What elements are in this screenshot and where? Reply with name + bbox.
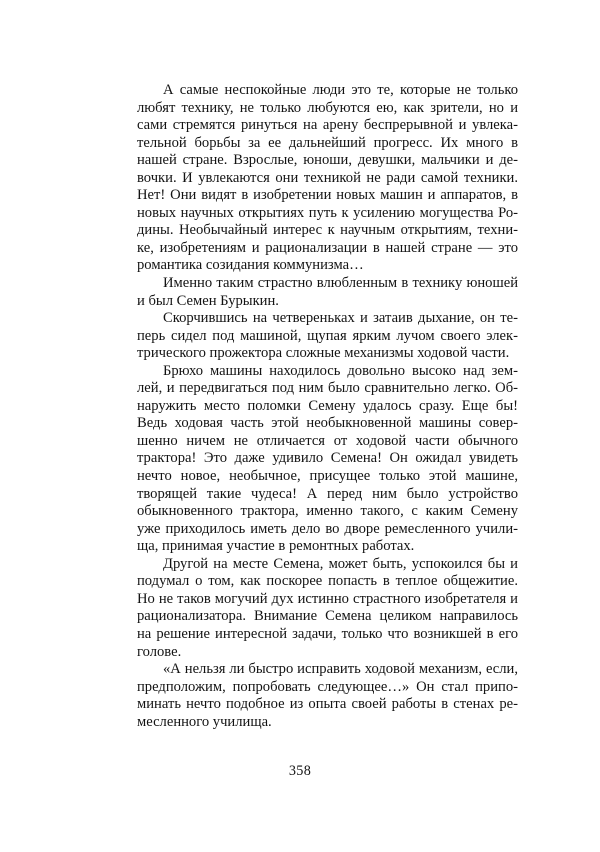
text-line: рационализатора. Внимание Семена целиком направилось: [137, 608, 518, 625]
paragraph: [137, 556, 518, 661]
text-line: вочки. И увлекаются они техникой не ради самой техники.: [137, 169, 518, 186]
text-line: минать нечто подобное из опыта своей работы в стенах ре-: [137, 696, 518, 713]
text-line: [137, 556, 518, 574]
text-line: [137, 310, 518, 328]
text-line: подумал о том, как поскорее попасть в теплое общежитие.: [137, 573, 518, 590]
text-line: Ведь ходовая часть этой необыкновенной машины совер-: [137, 415, 518, 432]
text-line: на решение интересной задачи, только что возникшей в его: [137, 625, 518, 642]
text-line: Но не таков могучий дух истинно страстного изобретателя и: [137, 590, 518, 607]
text-line: дины. Необычайный интерес к научным открытиям, техни-: [137, 222, 518, 239]
text-line: и был Семен Бурыкин.: [137, 292, 279, 309]
text-line-content: Именно таким страстно влюбленным в технику юношей: [163, 275, 518, 292]
text-line: нашей стране. Взрослые, юноши, девушки, мальчики и де-: [137, 152, 518, 169]
text-line: голове.: [137, 643, 182, 660]
text-line-content: «А нельзя ли быстро исправить ходовой механизм, если,: [163, 661, 518, 678]
text-line: предположим, попробовать следующее…» Он стал припо-: [137, 678, 518, 695]
text-line-content: А самые неспокойные люди это те, которые не только: [163, 82, 518, 98]
text-line: обыкновенного трактора, именно такого, с каким Семену: [137, 503, 518, 520]
text-line-content: Скорчившись на четвереньках и затаив дыхание, он те-: [163, 310, 518, 327]
paragraph: [137, 82, 518, 275]
paragraph: [137, 363, 518, 556]
paragraph: [137, 310, 518, 363]
text-line-content: Другой на месте Семена, может быть, успокоился бы и: [163, 555, 518, 572]
text-line: любят технику, не только любуются ею, как зрители, но и: [137, 99, 518, 116]
text-line: [137, 363, 518, 381]
text-line: ща, принимая участие в ремонтных работах.: [137, 538, 415, 555]
text-line: трического прожектора сложные механизмы ходовой части.: [137, 345, 510, 362]
text-line: ке, изобретениям и рационализации в нашей стране — это: [137, 239, 518, 256]
text-line: лей, и передвигаться под ним было сравнительно легко. Об-: [137, 380, 518, 397]
text-line: нечто новое, необычное, присущее только этой машине,: [137, 468, 518, 485]
text-line: романтика созидания коммунизма…: [137, 257, 364, 274]
text-line: тельной борьбы за ее дальнейший прогресс. Их много в: [137, 134, 518, 151]
text-line: трактора! Это даже удивило Семена! Он ожидал увидеть: [137, 450, 518, 467]
text-line: уже приходилось иметь дело во дворе ремесленного учили-: [137, 520, 518, 537]
text-line: шенно ничем не отличается от ходовой части обычного: [137, 432, 518, 449]
paragraph: [137, 275, 518, 310]
text-line: [137, 275, 518, 293]
page-text-block: [137, 82, 518, 731]
text-line: Нет! Они видят в изобретении новых машин и аппаратов, в: [137, 187, 518, 204]
text-line: месленного училища.: [137, 713, 272, 730]
paragraph: [137, 661, 518, 731]
text-line: наружить место поломки Семену удалось сразу. Еще бы!: [137, 397, 518, 414]
text-line: [137, 82, 518, 100]
text-line: перь сидел под машиной, щупая ярким лучом своего элек-: [137, 327, 518, 344]
page-number: 358: [288, 763, 312, 779]
text-line: новых научных открытиях путь к усилению могущества Ро-: [137, 204, 518, 221]
text-line-content: Брюхо машины находилось довольно высоко над зем-: [163, 362, 518, 379]
text-line: сами стремятся ринуться на арену беспрерывной и увлека-: [137, 117, 518, 134]
text-line: [137, 661, 518, 679]
text-line: творящей такие чудеса! А перед ним было устройство: [137, 485, 518, 502]
